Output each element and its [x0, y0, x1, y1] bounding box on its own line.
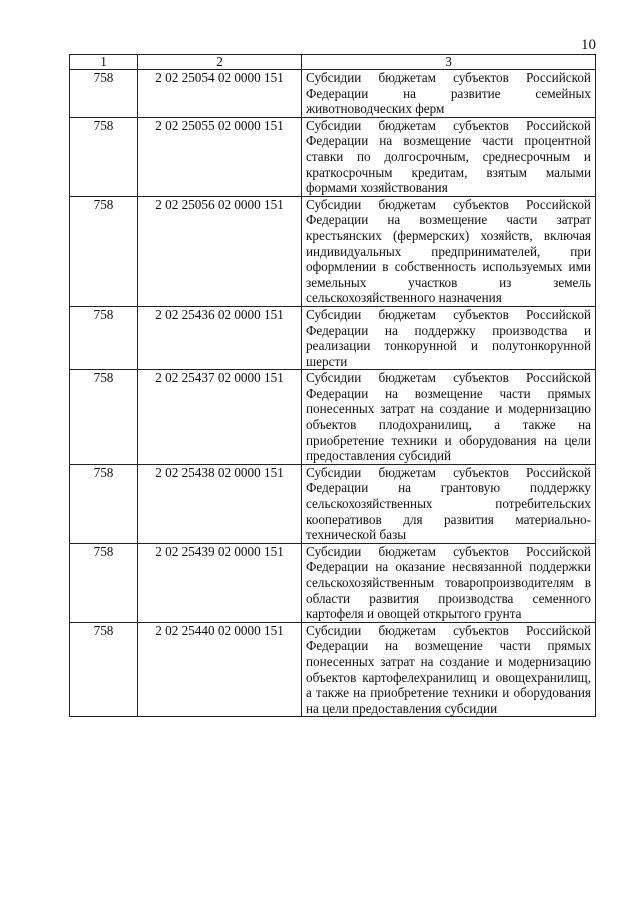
description-cell	[302, 543, 596, 622]
kbk-code-cell: 2 02 25056 02 0000 151	[138, 196, 302, 306]
admin-code-cell: 758	[70, 370, 138, 465]
table-row	[70, 117, 596, 196]
description-cell	[302, 370, 596, 465]
admin-code-cell: 758	[70, 622, 138, 717]
description-cell	[302, 464, 596, 543]
column-header-3: 3	[302, 55, 596, 70]
table-row	[70, 543, 596, 622]
kbk-code-cell: 2 02 25437 02 0000 151	[138, 370, 302, 465]
description-text: Субсидии бюджетам субъектов Российской Федерации на возмещение части процентной ставки по долгосрочным, среднесрочным и краткосрочным кредитам, взятым малыми формами хозяйствования	[306, 117, 591, 196]
admin-code-cell: 758	[70, 464, 138, 543]
description-text: Субсидии бюджетам субъектов Российской Федерации на развитие семейных животноводческих ферм	[306, 70, 591, 117]
description-cell	[302, 70, 596, 118]
column-header-1: 1	[70, 55, 138, 70]
description-text: Субсидии бюджетам субъектов Российской Федерации на возмещение части затрат крестьянских (фермерских) хозяйств, включая индивидуальных предпринимателей, при оформлении в собственность используемых ими земельных участков из земель сельскохозяйственного назначения	[306, 196, 591, 306]
budget-classification-table	[69, 54, 596, 717]
column-header-2: 2	[138, 55, 302, 70]
table-row	[70, 464, 596, 543]
admin-code-cell: 758	[70, 117, 138, 196]
table-row	[70, 622, 596, 717]
description-cell	[302, 196, 596, 306]
kbk-code-cell: 2 02 25440 02 0000 151	[138, 622, 302, 717]
table-row	[70, 70, 596, 118]
kbk-code-cell: 2 02 25438 02 0000 151	[138, 464, 302, 543]
description-text: Субсидии бюджетам субъектов Российской Федерации на возмещение части прямых понесенных затрат на создание и модернизацию объектов плодохранилищ, а также на приобретение техники и оборудования на цели предоставления субсидий	[306, 370, 591, 464]
admin-code-cell: 758	[70, 196, 138, 306]
table-row	[70, 196, 596, 306]
kbk-code-cell: 2 02 25055 02 0000 151	[138, 117, 302, 196]
description-text: Субсидии бюджетам субъектов Российской Федерации на оказание несвязанной поддержки сельскохозяйственным товаропроизводителям в области развития производства семенного картофеля и овощей открытого грунта	[306, 543, 591, 622]
description-cell	[302, 117, 596, 196]
admin-code-cell: 758	[70, 306, 138, 369]
kbk-code-cell: 2 02 25439 02 0000 151	[138, 543, 302, 622]
description-text: Субсидии бюджетам субъектов Российской Федерации на грантовую поддержку сельскохозяйственных потребительских кооперативов для развития материально-технической базы	[306, 464, 591, 543]
table-row	[70, 306, 596, 369]
admin-code-cell: 758	[70, 70, 138, 118]
description-text: Субсидии бюджетам субъектов Российской Федерации на возмещение части прямых понесенных затрат на создание и модернизацию объектов картофелехранилищ и овощехранилищ, а также на приобретение техники и оборудования на цели предоставления субсидии	[306, 622, 591, 716]
kbk-code-cell: 2 02 25436 02 0000 151	[138, 306, 302, 369]
table-header-row	[70, 55, 596, 70]
page-number: 10	[581, 37, 596, 53]
description-text: Субсидии бюджетам субъектов Российской Федерации на поддержку производства и реализации тонкорунной и полутонкорунной шерсти	[306, 306, 591, 369]
description-cell	[302, 622, 596, 717]
description-cell	[302, 306, 596, 369]
table-row	[70, 370, 596, 465]
kbk-code-cell: 2 02 25054 02 0000 151	[138, 70, 302, 118]
admin-code-cell: 758	[70, 543, 138, 622]
